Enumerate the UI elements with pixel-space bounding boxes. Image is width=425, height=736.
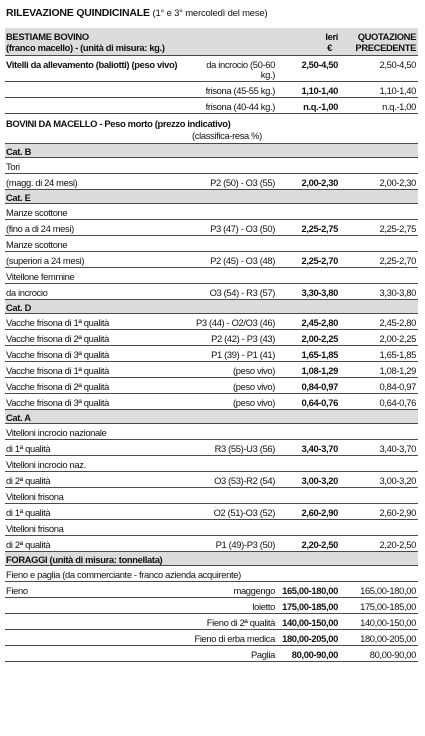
row-price: 2,45-2,80 xyxy=(301,317,338,328)
row-price: 0,84-0,97 xyxy=(301,381,338,392)
table-row xyxy=(5,220,418,236)
report-title-note: (1° e 3° mercoledì del mese) xyxy=(152,8,268,19)
row-prev: 0,84-0,97 xyxy=(379,381,416,392)
report-title-main: RILEVAZIONE QUINDICINALE xyxy=(6,7,150,19)
table-row xyxy=(5,488,418,504)
row-price: 165,00-180,00 xyxy=(282,585,338,596)
row-prev: 80,00-90,00 xyxy=(369,649,416,660)
foraggi-subtitle: Fieno e paglia (da commerciante - franco azienda acquirente) xyxy=(6,569,241,580)
category-label: Cat. A xyxy=(6,412,31,423)
table-row xyxy=(5,536,418,552)
row-price: 2,00-2,25 xyxy=(301,333,338,344)
row-prev: 165,00-180,00 xyxy=(360,585,416,596)
macello-title: BOVINI DA MACELLO - Peso morto (prezzo indicativo) xyxy=(6,118,231,129)
table-row xyxy=(5,346,418,362)
table-row xyxy=(5,646,418,662)
row-prev: 2,45-2,80 xyxy=(379,317,416,328)
macello-subtitle: (classifica-resa %) xyxy=(192,130,262,141)
row-class: P1 (39) - P1 (41) xyxy=(211,349,275,360)
table-row xyxy=(5,520,418,536)
row-price: 1,08-1,29 xyxy=(301,365,338,376)
row-class: P1 (49)-P3 (50) xyxy=(215,539,275,550)
row-group: Vitelloni frisona xyxy=(6,491,64,502)
row-class: P2 (42) - P3 (43) xyxy=(211,333,275,344)
row-type: frisona (45-55 kg.) xyxy=(205,85,275,96)
table-row xyxy=(5,174,418,190)
table-row xyxy=(5,566,418,582)
table-row xyxy=(5,82,418,98)
table-row xyxy=(5,204,418,220)
row-prev: n.q.-1,00 xyxy=(382,101,416,112)
row-class: O3 (54) - R3 (57) xyxy=(209,287,275,298)
category-label: Cat. B xyxy=(6,146,31,157)
row-group: Manze scottone xyxy=(6,239,68,250)
table-row xyxy=(5,284,418,300)
row-desc: di 1ª qualità xyxy=(6,443,51,454)
section-macello xyxy=(5,114,418,144)
row-prev: 2,20-2,50 xyxy=(379,539,416,550)
row-type: loietto xyxy=(252,601,275,612)
table-row xyxy=(5,472,418,488)
row-type: Paglia xyxy=(251,649,275,660)
row-desc: Vacche frisona di 2ª qualità xyxy=(6,381,109,392)
row-price: n.q.-1,00 xyxy=(303,101,338,112)
row-type: frisona (40-44 kg.) xyxy=(205,101,275,112)
row-type-2: kg.) xyxy=(260,69,275,80)
row-prev: 3,40-3,70 xyxy=(379,443,416,454)
report-title xyxy=(6,7,267,19)
table-row xyxy=(5,582,418,598)
row-class: (peso vivo) xyxy=(233,365,275,376)
table-row xyxy=(5,440,418,456)
table-row xyxy=(5,504,418,520)
row-prev: 175,00-185,00 xyxy=(360,601,416,612)
row-group: Fieno xyxy=(6,585,28,596)
table-row xyxy=(5,98,418,114)
table-row xyxy=(5,314,418,330)
row-desc: da incrocio xyxy=(6,287,48,298)
header-previous: QUOTAZIONE xyxy=(357,31,416,42)
row-group: Vitelloni incrocio nazionale xyxy=(6,427,107,438)
header-category-unit: (franco macello) - (unità di misura: kg.) xyxy=(6,42,165,53)
row-desc: Vacche frisona di 1ª qualità xyxy=(6,317,109,328)
row-desc: di 2ª qualità xyxy=(6,539,51,550)
row-prev: 2,25-2,75 xyxy=(379,223,416,234)
table-row xyxy=(5,424,418,440)
table-row xyxy=(5,56,418,82)
row-class: P3 (47) - O3 (50) xyxy=(210,223,275,234)
row-group: Vitellone femmine xyxy=(6,271,75,282)
row-type: da incrocio (50-60 xyxy=(206,59,275,70)
row-price: 2,25-2,70 xyxy=(301,255,338,266)
row-price: 180,00-205,00 xyxy=(282,633,338,644)
row-price: 175,00-185,00 xyxy=(282,601,338,612)
row-type: maggengo xyxy=(233,585,275,596)
row-price: 140,00-150,00 xyxy=(282,617,338,628)
header-yesterday: Ieri xyxy=(325,31,338,42)
table-row xyxy=(5,362,418,378)
row-group: Vitelloni frisona xyxy=(6,523,64,534)
row-class: R3 (55)-U3 (56) xyxy=(214,443,275,454)
row-desc: (fino a di 24 mesi) xyxy=(6,223,74,234)
row-prev: 2,50-4,50 xyxy=(379,59,416,70)
row-group: Tori xyxy=(6,161,20,172)
row-type: Fieno di 2ª qualità xyxy=(206,617,275,628)
category-label: Cat. E xyxy=(6,192,31,203)
row-price: 3,30-3,80 xyxy=(301,287,338,298)
header-category: BESTIAME BOVINO xyxy=(6,31,89,42)
row-group: Vitelloni incrocio naz. xyxy=(6,459,86,470)
row-desc: Vacche frisona di 3ª qualità xyxy=(6,397,109,408)
row-prev: 1,65-1,85 xyxy=(379,349,416,360)
row-price: 3,00-3,20 xyxy=(301,475,338,486)
row-desc: (superiori a 24 mesi) xyxy=(6,255,85,266)
row-prev: 0,64-0,76 xyxy=(379,397,416,408)
row-desc: Vacche frisona di 2ª qualità xyxy=(6,333,109,344)
row-price: 2,50-4,50 xyxy=(301,59,338,70)
row-prev: 2,00-2,25 xyxy=(379,333,416,344)
row-desc: di 2ª qualità xyxy=(6,475,51,486)
price-table xyxy=(5,28,418,662)
row-price: 1,10-1,40 xyxy=(301,85,338,96)
row-class: P2 (50) - O3 (55) xyxy=(210,177,275,188)
row-type: Fieno di erba medica xyxy=(194,633,275,644)
category-header xyxy=(5,410,418,424)
table-row xyxy=(5,630,418,646)
row-prev: 1,10-1,40 xyxy=(379,85,416,96)
vitelli-label: Vitelli da allevamento (baliotti) (peso vivo) xyxy=(6,59,178,70)
row-price: 2,00-2,30 xyxy=(301,177,338,188)
table-row xyxy=(5,330,418,346)
row-class: (peso vivo) xyxy=(233,381,275,392)
row-class: (peso vivo) xyxy=(233,397,275,408)
category-header xyxy=(5,144,418,158)
row-price: 2,20-2,50 xyxy=(301,539,338,550)
row-prev: 140,00-150,00 xyxy=(360,617,416,628)
row-desc: Vacche frisona di 3ª qualità xyxy=(6,349,109,360)
row-class: O2 (51)-O3 (52) xyxy=(213,507,275,518)
row-prev: 1,08-1,29 xyxy=(379,365,416,376)
row-prev: 180,00-205,00 xyxy=(360,633,416,644)
table-header xyxy=(5,28,418,56)
row-desc: di 1ª qualità xyxy=(6,507,51,518)
row-prev: 3,00-3,20 xyxy=(379,475,416,486)
row-class: P2 (45) - O3 (48) xyxy=(210,255,275,266)
row-price: 2,60-2,90 xyxy=(301,507,338,518)
row-price: 0,64-0,76 xyxy=(301,397,338,408)
row-price: 1,65-1,85 xyxy=(301,349,338,360)
category-header xyxy=(5,300,418,314)
row-class: P3 (44) - O2/O3 (46) xyxy=(196,317,275,328)
row-prev: 3,30-3,80 xyxy=(379,287,416,298)
table-row xyxy=(5,252,418,268)
table-row xyxy=(5,236,418,252)
category-header xyxy=(5,190,418,204)
category-label: Cat. D xyxy=(6,302,31,313)
row-desc: Vacche frisona di 1ª qualità xyxy=(6,365,109,376)
foraggi-title: FORAGGI (unità di misura: tonnellata) xyxy=(6,554,163,565)
table-row xyxy=(5,158,418,174)
row-prev: 2,25-2,70 xyxy=(379,255,416,266)
row-desc: (magg. di 24 mesi) xyxy=(6,177,78,188)
header-euro: € xyxy=(327,42,332,53)
row-price: 2,25-2,75 xyxy=(301,223,338,234)
row-prev: 2,00-2,30 xyxy=(379,177,416,188)
row-price: 80,00-90,00 xyxy=(291,649,338,660)
row-class: O3 (53)-R2 (54) xyxy=(214,475,275,486)
header-previous-2: PRECEDENTE xyxy=(355,42,416,53)
section-foraggi xyxy=(5,552,418,566)
table-row xyxy=(5,378,418,394)
row-price: 3,40-3,70 xyxy=(301,443,338,454)
table-row xyxy=(5,394,418,410)
row-group: Manze scottone xyxy=(6,207,68,218)
table-row xyxy=(5,598,418,614)
table-row xyxy=(5,456,418,472)
table-row xyxy=(5,614,418,630)
table-row xyxy=(5,268,418,284)
row-prev: 2,60-2,90 xyxy=(379,507,416,518)
